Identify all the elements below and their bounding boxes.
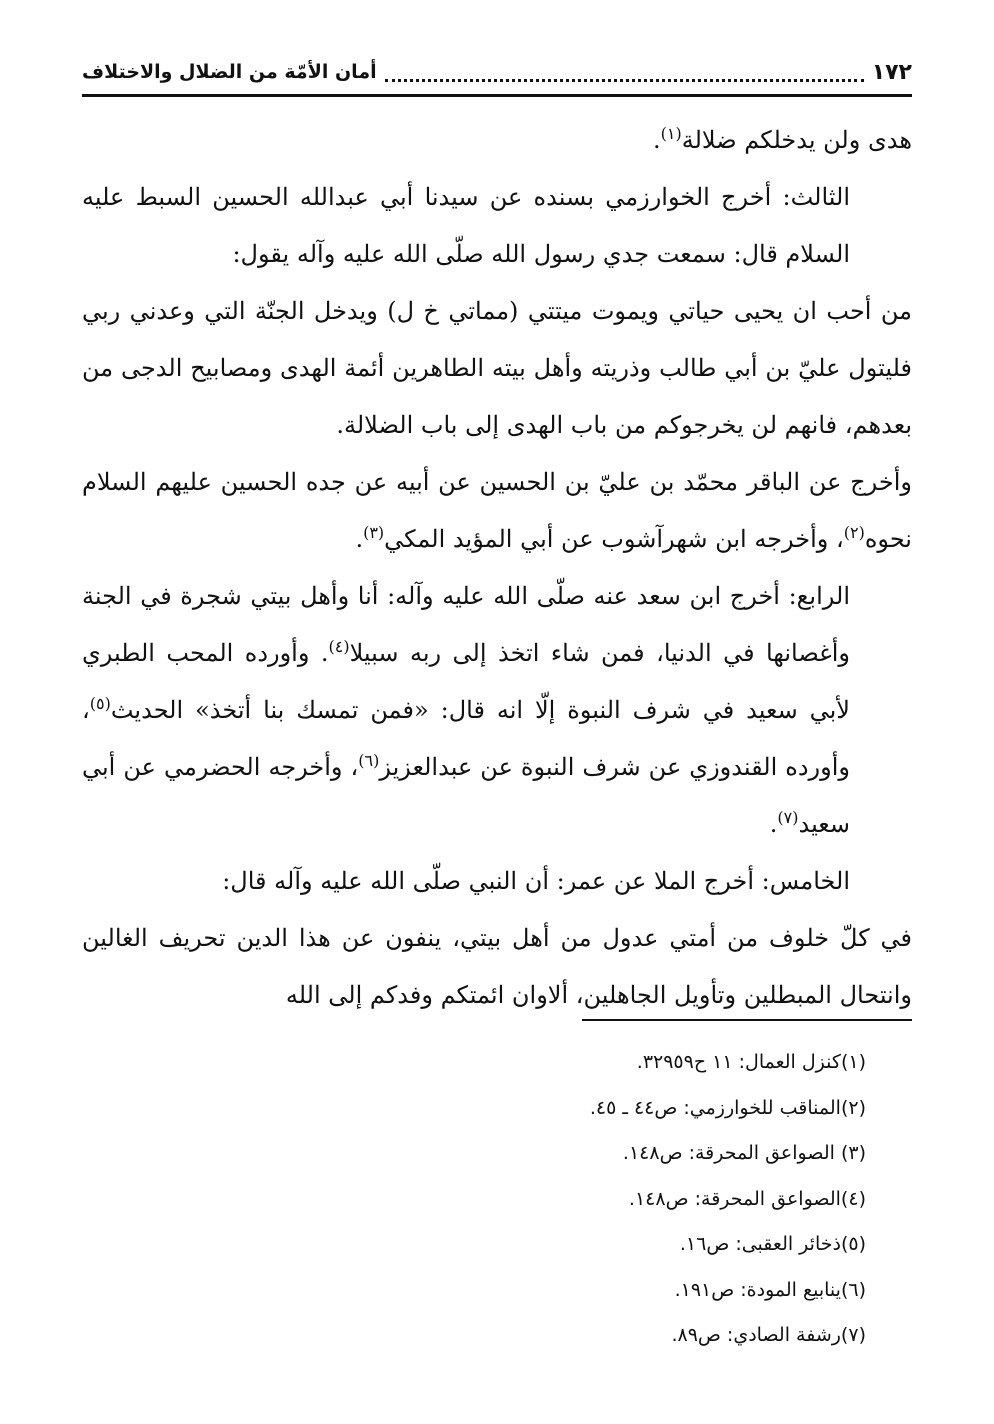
footnote-4: (٤)الصواعق المحرقة: ص١٤٨. (628, 1187, 866, 1210)
main-text (82, 112, 912, 1024)
header-rule (82, 94, 912, 97)
footnote-ref-1[interactable]: (١) (660, 124, 682, 143)
footnote-3: (٣) الصواعق المحرقة: ص١٤٨. (622, 1142, 866, 1164)
footnote-6: (٦)ينابيع المودة: ص١٩١. (674, 1278, 866, 1301)
paragraph-1: هدى ولن يدخلكم ضلالة$^{(١)}$. (653, 124, 912, 154)
footnote-ref-3[interactable]: (٣) (363, 523, 385, 542)
footnote-2: (٢)المناقب للخوارزمي: ص٤٤ ـ ٤٥. (589, 1096, 866, 1119)
paragraph-4: وأخرج عن الباقر محمّد بن عليّ بن الحسين عن أبيه عن جده الحسين عليهم السلام نحوه$^{(٢)}$، وأخرجه ابن شهرآشوب عن أبي المؤيد المكي$^{(٣)}$. (82, 468, 912, 553)
paragraph-2: الثالث: أخرج الخوارزمي بسنده عن سيدنا أبي عبدالله الحسين السبط عليه السلام قال: سمعت جدي رسول الله صلّى الله عليه وآله يقول: (82, 183, 850, 268)
running-header (82, 52, 912, 92)
footnote-1: (١)كنزل العمال: ١١ ح٣٢٩٥٩. (636, 1051, 866, 1073)
paragraph-6: الخامس: أخرج الملا عن عمر: أن النبي صلّى الله عليه وآله قال: (222, 867, 850, 895)
footnote-7: (٧)رشفة الصادي: ص٨٩. (671, 1324, 866, 1346)
paragraph-5: الرابع: أخرج ابن سعد عنه صلّى الله عليه وآله: أنا وأهل بيتي شجرة في الجنة وأغصانها في الدنيا، فمن شاء اتخذ إلى ربه سبيلا$^{(٤)}$. وأورده المحب الطبري لأبي سعيد في شرف النبوة إلّا انه قال: «فمن تمسك بنا أتخذ» الحديث$^{(٥)}$، وأورده القندوزي عن شرف النبوة عن عبدالعزيز$^{(٦)}$، وأخرجه الحضرمي عن أبي سعيد$^{(٧)}$. (82, 582, 850, 838)
footnote-separator (582, 1019, 912, 1021)
footnotes (82, 1040, 866, 1359)
footnote-5: (٥)ذخائر العقبى: ص١٦. (679, 1233, 866, 1255)
footnote-ref-5[interactable]: (٥) (89, 694, 111, 713)
header-leader-dots (385, 63, 864, 82)
footnote-ref-2[interactable]: (٢) (843, 523, 865, 542)
footnote-ref-6[interactable]: (٦) (358, 751, 380, 770)
paragraph-3: من أحب ان يحيى حياتي ويموت ميتتي (مماتي خ ل) ويدخل الجنّة التي وعدني ربي فليتول عليّ بن أبي طالب وذريته وأهل بيته الطاهرين أئمة الهدى ومصابيح الدجى من بعدهم، فانهم لن يخرجوكم من باب الهدى إلى باب الضلالة. (82, 297, 912, 439)
header-title: أمان الأمّة من الضلال والاختلاف (82, 61, 377, 83)
page-number: ١٧٢ (871, 59, 912, 85)
footnote-ref-4[interactable]: (٤) (328, 637, 350, 656)
paragraph-7: في كلّ خلوف من أمتي عدول من أهل بيتي، ينفون عن هذا الدين تحريف الغالين وانتحال المبطلين وتأويل الجاهلين، ألاوان ائمتكم وفدكم إلى الله (82, 924, 913, 1009)
footnote-ref-7[interactable]: (٧) (777, 808, 799, 827)
